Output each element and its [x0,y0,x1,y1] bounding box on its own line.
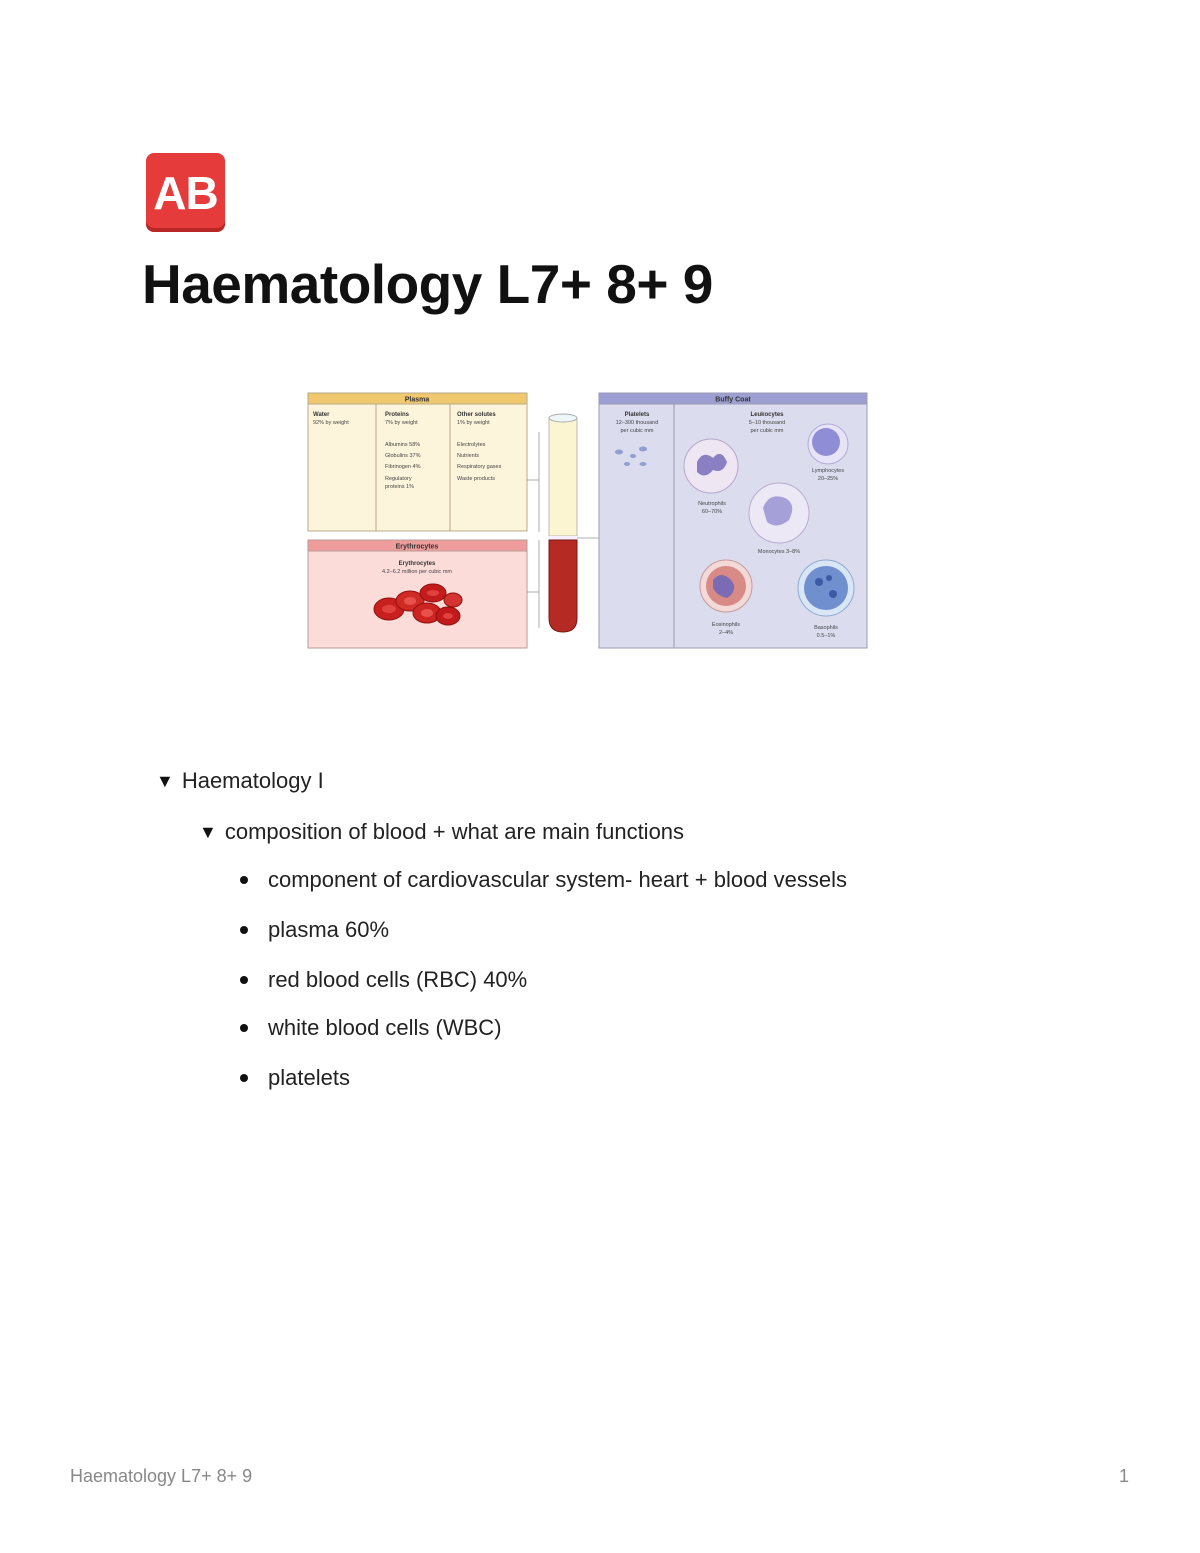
plasma-header: Plasma [404,396,430,404]
erythrocytes-panel [308,540,527,648]
list-item-text: red blood cells (RBC) 40% [268,967,528,992]
list-item-text: plasma 60% [268,917,390,942]
erythrocytes-sub: 4.2–6.2 million per cubic mm [381,569,453,575]
footer-page-number: 1 [1119,1466,1130,1486]
leukocytes-sub1: 5–10 thousand [748,420,786,426]
toggle-triangle-down-icon[interactable]: ▼ [199,821,217,842]
monocyte-cell [749,483,809,543]
water-sub: 92% by weight [313,420,349,426]
solute-item: Waste products [457,476,496,482]
protein-item: Albumins 58% [385,442,421,448]
bullet-dot-icon [240,1074,248,1082]
list-item [240,1015,502,1041]
erythrocytes-title: Erythrocytes [398,561,436,567]
buffy-coat-panel [599,393,867,648]
platelets-sub2: per cubic mm [620,428,654,434]
protein-item: Globulins 37% [385,453,421,459]
list-item [240,1065,350,1091]
lymphocytes-name: Lymphocytes [811,468,845,474]
toggle-label: composition of blood + what are main functions [224,819,685,844]
eosinophils-pct: 2–4% [718,630,734,636]
list-item [240,867,847,893]
bullet-dot-icon [240,976,248,984]
solutes-sub: 1% by weight [457,420,490,426]
blood-composition-figure [307,392,869,650]
list-item-text: component of cardiovascular system- heart + blood vessels [268,867,848,892]
list-item-text: white blood cells (WBC) [268,1015,502,1040]
solute-item: Electrolytes [457,442,486,448]
basophils-name: Basophils [814,625,838,631]
solute-item: Respiratory gases [457,464,502,470]
page-title: Haematology L7+ 8+ 9 [142,253,713,315]
monocytes-label: Monocytes 3–8% [757,549,801,555]
leukocytes-title: Leukocytes [750,412,784,418]
basophils-pct: 0.5–1% [816,633,836,639]
neutrophil-cell [684,439,738,493]
toggle-triangle-down-icon[interactable]: ▼ [156,770,174,791]
proteins-title: Proteins [385,412,410,418]
ab-blood-type-icon [146,153,225,232]
protein-item: Regulatory [385,476,412,482]
toggle-label: Haematology I [181,768,324,793]
bullet-dot-icon [240,876,248,884]
toggle-composition-of-blood[interactable] [199,819,684,845]
toggle-haematology-1[interactable] [156,768,324,794]
neutrophils-pct: 60–70% [701,509,723,515]
buffy-header: Buffy Coat [715,396,751,404]
solute-item: Nutrients [457,453,480,459]
platelets-title: Platelets [624,412,650,418]
bullet-dot-icon [240,1024,248,1032]
plasma-panel [308,393,527,531]
list-item [240,967,527,993]
footer-title: Haematology L7+ 8+ 9 [70,1466,253,1486]
leukocytes-sub2: per cubic mm [750,428,784,434]
protein-item: proteins 1% [385,484,415,490]
erythrocytes-header: Erythrocytes [395,543,439,551]
list-item [240,917,389,943]
platelets-sub1: 12–300 thousand [615,420,659,426]
lymphocytes-pct: 20–25% [817,476,839,482]
eosinophils-name: Eosinophils [711,622,741,628]
protein-item: Fibrinogen 4% [385,464,421,470]
water-title: Water [313,412,330,418]
basophil-cell [798,560,854,616]
eosinophil-cell [700,560,752,612]
bullet-dot-icon [240,926,248,934]
lymphocyte-cell [808,424,848,464]
list-item-text: platelets [268,1065,350,1090]
centrifuge-test-tube [527,414,599,632]
neutrophils-name: Neutrophils [698,501,726,507]
solutes-title: Other solutes [457,412,496,418]
ab-icon-text: AB [153,166,218,219]
proteins-sub: 7% by weight [385,420,418,426]
